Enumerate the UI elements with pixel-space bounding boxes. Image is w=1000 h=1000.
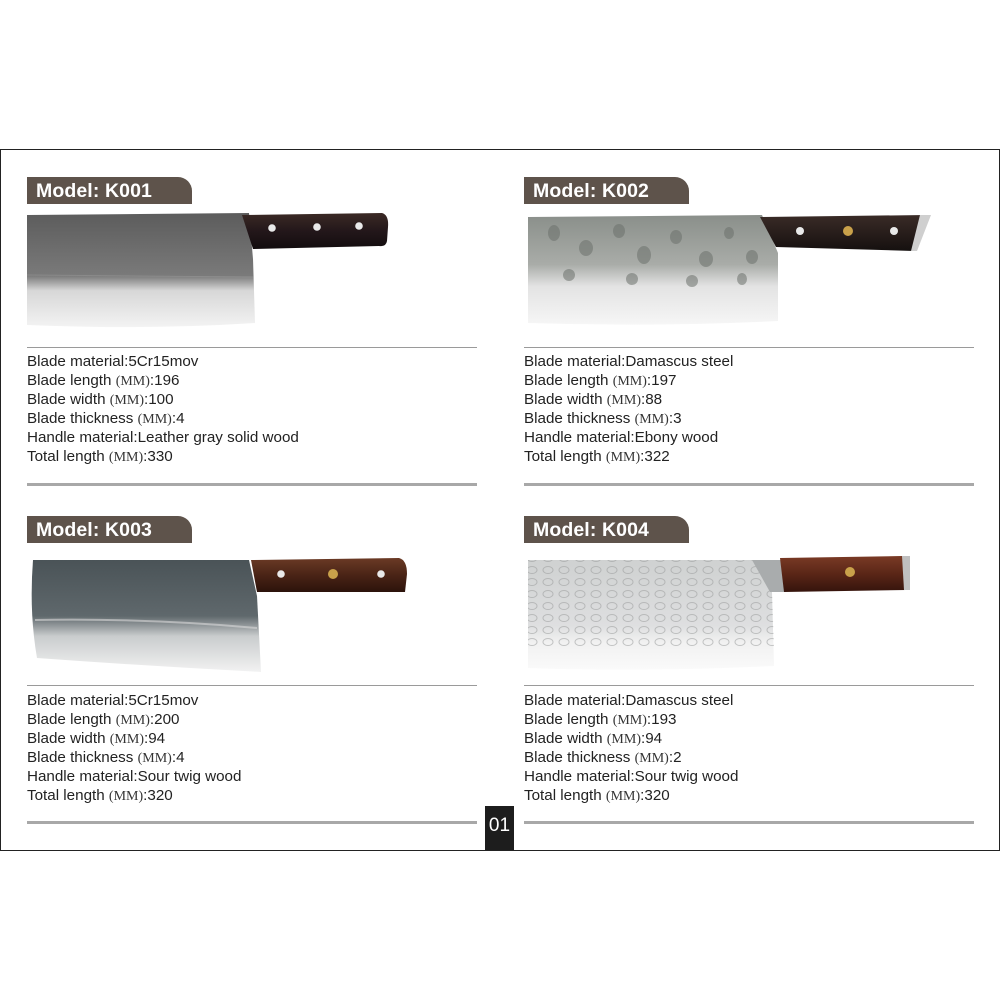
divider [27,483,477,486]
cleaver-knife-image [27,552,477,672]
model-tag [27,177,192,204]
spec-handle-material: Handle material:Sour twig wood [27,768,242,785]
spec-handle-material: Handle material:Sour twig wood [524,768,739,785]
spec-blade-width: Blade width (MM):100 [27,391,174,408]
spec-total-length: Total length (MM):320 [524,787,670,804]
model-tag [27,516,192,543]
spec-blade-length: Blade length (MM):196 [27,372,180,389]
model-title: Model: K003 [36,519,152,541]
divider [27,685,477,686]
model-tag [524,177,689,204]
spec-total-length: Total length (MM):320 [27,787,173,804]
spec-blade-thickness: Blade thickness (MM):4 [27,410,185,427]
divider [27,821,477,824]
spec-list [524,352,733,466]
spec-list [524,691,738,805]
divider [524,483,974,486]
product-panel-k001 [27,177,477,487]
spec-blade-width: Blade width (MM):94 [27,730,166,747]
divider [524,685,974,686]
divider [524,347,974,348]
model-tag [524,516,689,543]
divider [27,347,477,348]
spec-total-length: Total length (MM):322 [524,448,670,465]
spec-blade-material: Blade material:5Cr15mov [27,353,199,370]
model-title: Model: K002 [533,180,649,202]
spec-list [27,691,241,805]
spec-blade-length: Blade length (MM):193 [524,711,677,728]
spec-blade-material: Blade material:5Cr15mov [27,692,199,709]
spec-blade-width: Blade width (MM):94 [524,730,663,747]
product-panel-k003 [27,516,477,826]
spec-blade-thickness: Blade thickness (MM):4 [27,749,185,766]
spec-handle-material: Handle material:Leather gray solid wood [27,429,299,446]
product-panel-k002 [524,177,974,487]
spec-blade-width: Blade width (MM):88 [524,391,663,408]
spec-list [27,352,299,466]
spec-blade-material: Blade material:Damascus steel [524,692,734,709]
spec-blade-thickness: Blade thickness (MM):2 [524,749,682,766]
model-title: Model: K001 [36,180,152,202]
spec-blade-material: Blade material:Damascus steel [524,353,734,370]
model-title: Model: K004 [533,519,649,541]
cleaver-knife-image [27,213,477,333]
page-number: 01 [485,806,514,850]
spec-blade-length: Blade length (MM):197 [524,372,677,389]
spec-total-length: Total length (MM):330 [27,448,173,465]
product-panel-k004 [524,516,974,826]
spec-handle-material: Handle material:Ebony wood [524,429,719,446]
spec-blade-thickness: Blade thickness (MM):3 [524,410,682,427]
spec-blade-length: Blade length (MM):200 [27,711,180,728]
cleaver-knife-image [524,213,974,333]
divider [524,821,974,824]
cleaver-knife-image [524,552,974,672]
